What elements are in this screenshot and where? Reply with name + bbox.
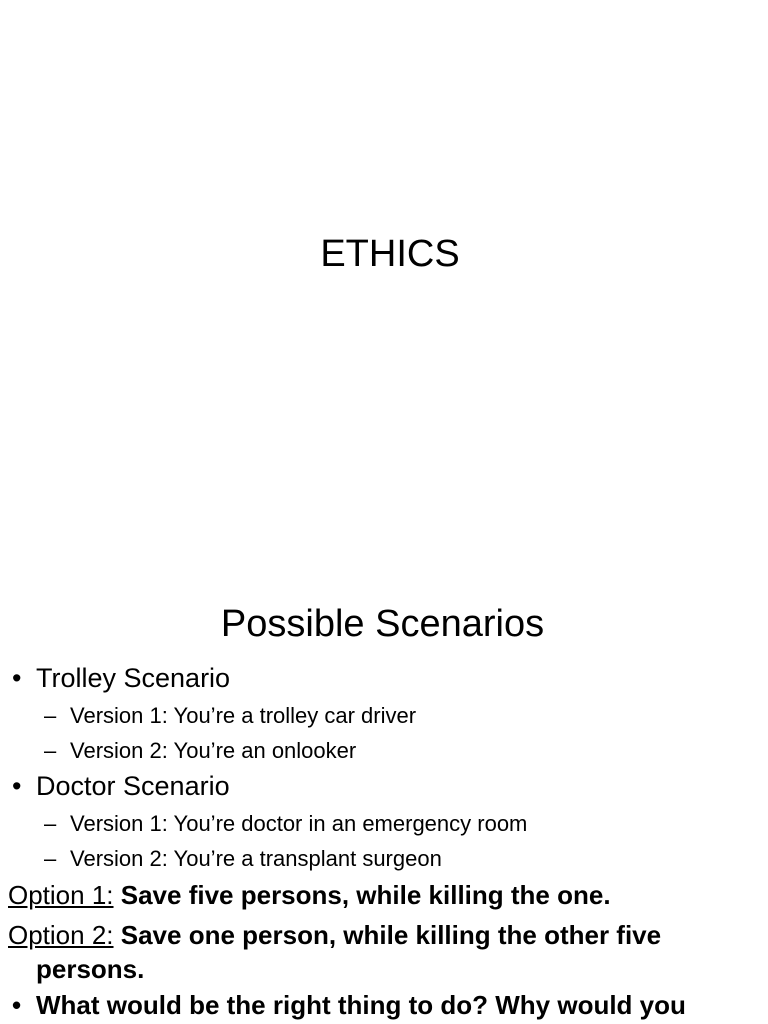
- slide-1-title: ETHICS: [320, 233, 460, 275]
- bullet-doctor-scenario: [0, 770, 768, 802]
- sub-bullet-text: Version 1: You’re a trolley car driver: [70, 703, 417, 728]
- slide-2-content: [0, 660, 768, 1022]
- sub-bullet: [0, 737, 768, 764]
- sub-bullet: [0, 810, 768, 837]
- option-label: Option 2:: [8, 920, 114, 950]
- bullet-dot-icon: •: [12, 990, 22, 1020]
- option-2: [0, 918, 768, 986]
- bullet-trolley-scenario: [0, 662, 768, 694]
- bullet-text: Doctor Scenario: [36, 771, 230, 801]
- dash-icon: –: [44, 703, 57, 728]
- sub-bullet: [0, 845, 768, 872]
- bullet-dot-icon: •: [12, 663, 22, 693]
- option-text: Save one person, while killing the other five persons.: [36, 920, 662, 984]
- option-text: Save five persons, while killing the one.: [120, 880, 611, 910]
- option-label: Option 1:: [8, 880, 114, 910]
- slide-2-title: Possible Scenarios: [220, 603, 545, 645]
- sub-bullet: [0, 702, 768, 729]
- bullet-text: Trolley Scenario: [36, 663, 231, 693]
- bullet-dot-icon: •: [12, 771, 22, 801]
- sub-bullet-text: Version 2: You’re an onlooker: [70, 738, 357, 763]
- sub-bullet-text: Version 2: You’re a transplant surgeon: [70, 846, 442, 871]
- dash-icon: –: [44, 738, 57, 763]
- sub-bullet-text: Version 1: You’re doctor in an emergency room: [70, 811, 528, 836]
- option-1: [0, 878, 768, 912]
- dash-icon: –: [44, 811, 57, 836]
- dash-icon: –: [44, 846, 57, 871]
- question-text: What would be the right thing to do? Why would you: [36, 990, 686, 1020]
- question-bullet: [0, 988, 768, 1022]
